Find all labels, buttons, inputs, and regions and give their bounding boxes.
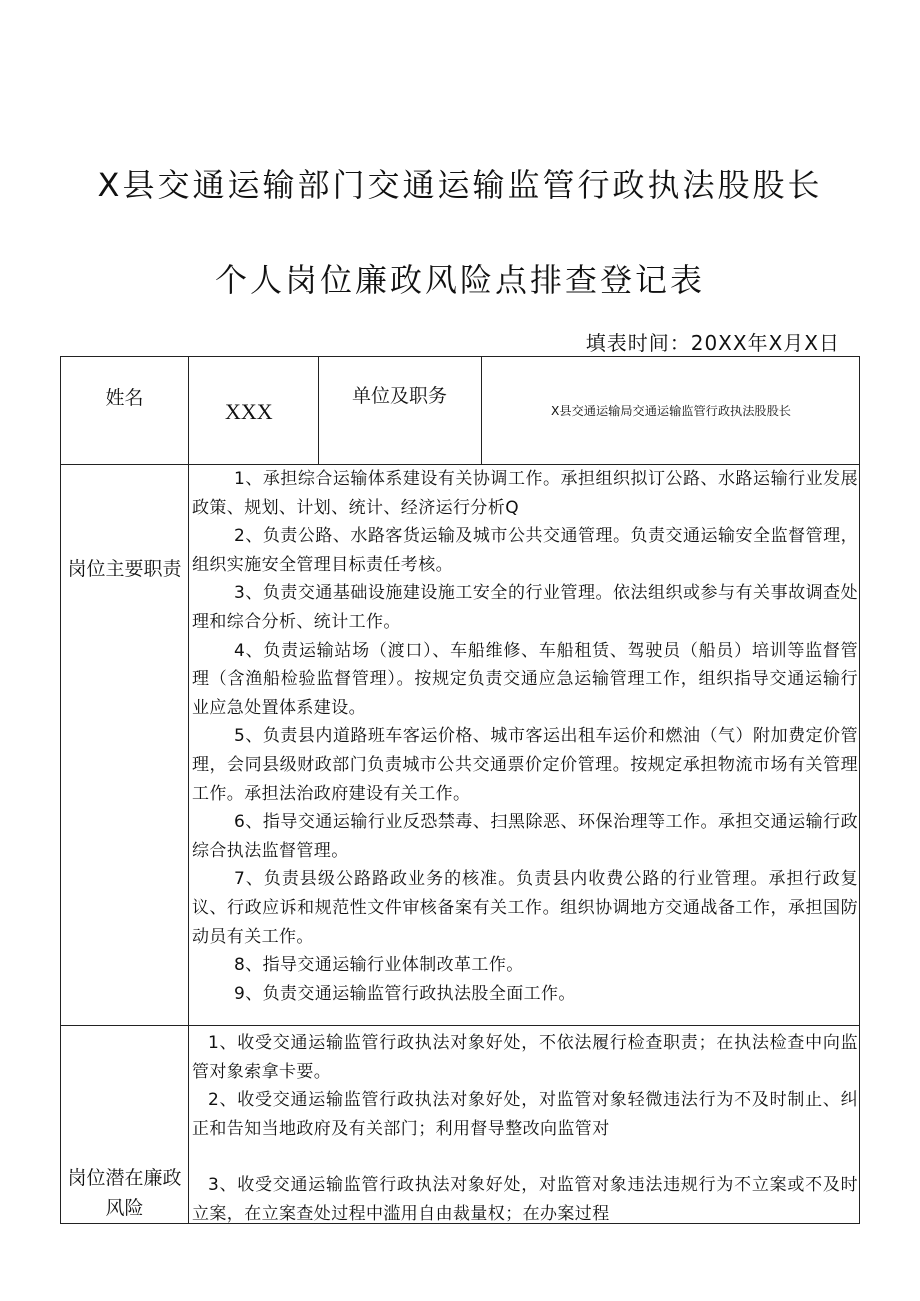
risk-paragraph: 1、收受交通运输监管行政执法对象好处，不依法履行检查职责；在执法检查中向监管对象索拿卡要。 xyxy=(192,1033,858,1082)
duties-label: 岗位主要职责 xyxy=(67,558,182,580)
duty-paragraph: 5、负责县内道路班车客运价格、城市客运出租车运价和燃油（气）附加费定价管理，会同县级财政部门负责城市公共交通票价定价管理。按规定承担物流市场有关管理工作。承担法治政府建设有关工作。 xyxy=(192,726,858,804)
name-value: XXX xyxy=(225,399,273,424)
name-label: 姓名 xyxy=(105,387,144,409)
unit-position-value: X县交通运输局交通运输监管行政执法股股长 xyxy=(551,404,791,418)
duty-paragraph: 4、负责运输站场（渡口）、车船维修、车船租赁、驾驶员（船员）培训等监督管理（含渔船检验监督管理）。按规定负责交通应急运输管理工作，组织指导交通运输行业应急处置体系建设。 xyxy=(192,640,858,718)
registration-table xyxy=(60,356,860,1224)
row-divider xyxy=(61,1025,859,1026)
document-title-line2: 个人岗位廉政风险点排查登记表 xyxy=(214,261,705,299)
risks-content xyxy=(192,1029,858,1229)
duty-paragraph: 8、指导交通运输行业体制改革工作。 xyxy=(234,955,524,976)
document-title-line1: X县交通运输部门交通运输监管行政执法股股长 xyxy=(97,166,823,204)
fill-date: 填表时间：20XX年X月X日 xyxy=(585,331,840,355)
column-divider xyxy=(188,357,189,1224)
duty-paragraph: 1、承担综合运输体系建设有关协调工作。承担组织拟订公路、水路运输行业发展政策、规划、计划、统计、经济运行分析Q xyxy=(192,469,858,518)
unit-position-label: 单位及职务 xyxy=(351,385,447,407)
duty-paragraph: 9、负责交通运输监管行政执法股全面工作。 xyxy=(234,983,576,1004)
risks-label: 岗位潜在廉政风险 xyxy=(67,1167,182,1219)
duties-content xyxy=(192,465,858,1008)
duty-paragraph: 3、负责交通基础设施建设施工安全的行业管理。依法组织或参与有关事故调查处理和综合分析、统计工作。 xyxy=(192,583,858,632)
risk-paragraph: 2、收受交通运输监管行政执法对象好处，对监管对象轻微违法行为不及时制止、纠正和告知当地政府及有关部门；利用督导整改向监管对 xyxy=(192,1090,858,1139)
duty-paragraph: 7、负责县级公路路政业务的核准。负责县内收费公路的行业管理。承担行政复议、行政应诉和规范性文件审核备案有关工作。组织协调地方交通战备工作，承担国防动员有关工作。 xyxy=(192,869,858,947)
risk-paragraph: 3、收受交通运输监管行政执法对象好处，对监管对象违法违规行为不立案或不及时立案，在立案查处过程中滥用自由裁量权；在办案过程 xyxy=(192,1175,858,1224)
duty-paragraph: 2、负责公路、水路客货运输及城市公共交通管理。负责交通运输安全监督管理，组织实施安全管理目标责任考核。 xyxy=(192,526,858,575)
duty-paragraph: 6、指导交通运输行业反恐禁毒、扫黑除恶、环保治理等工作。承担交通运输行政综合执法监督管理。 xyxy=(192,812,858,861)
